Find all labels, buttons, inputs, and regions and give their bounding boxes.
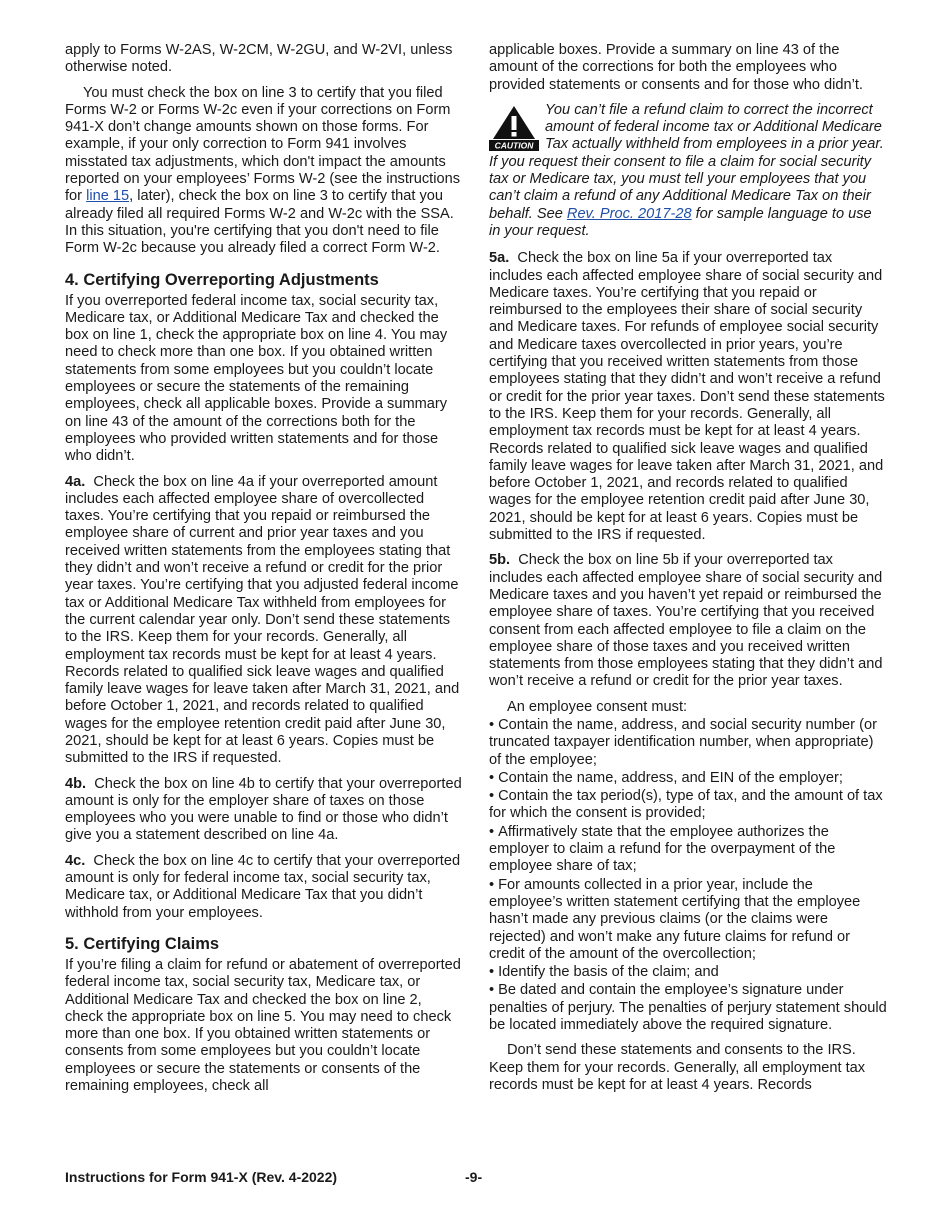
line-4b-paragraph: 4b. Check the box on line 4b to certify that your overreported amount is only for the employer share of taxes on those employees who you were unable to find or those who didn’t give you a statement described on line 4a.	[65, 775, 462, 844]
section-5-paragraph: If you’re filing a claim for refund or abatement of overreported federal income tax, social security tax, Medicare tax, or Additional Medicare Tax and checked the box on line 2, check the appropriate box on line 5. You may need to check more than one box. If you obtained written statements or consents from some employees but you couldn’t locate employees or secure the statements or consents of the remaining employees, check all	[65, 956, 461, 1095]
line-5b-paragraph: 5b. Check the box on line 5b if your overreported tax includes each affected employee share of social security and Medicare taxes and you haven’t yet repaid or reimbursed the employee share of taxes. You’re certifying that you received consent from each affected employee to file a claim on the employee share of those taxes and you received written statements from those employees stating that they didn’t and won’t receive a refund or credit for the prior year taxes.	[489, 552, 883, 690]
consent-bullet-list	[489, 717, 887, 1034]
continued-paragraph: applicable boxes. Provide a summary on line 43 of the amount of the corrections for both the employees who provided statements or consents and for those who didn’t.	[489, 42, 863, 93]
section-4-heading: 4. Certifying Overreporting Adjustments	[65, 270, 379, 289]
section-4-paragraph: If you overreported federal income tax, social security tax, Medicare tax, or Additional Medicare Tax and checked the box on line 1, check the appropriate box on line 4. You may need to check more than one box. If you obtained written statements from some employees but you couldn’t locate employees or secure the statements of the remaining employees, check all applicable boxes. Provide a summary on line 43 of the amount of the corrections both for the employees who provided written statements and for those who didn’t.	[65, 292, 448, 465]
consent-intro: An employee consent must:	[507, 698, 688, 715]
final-paragraph: Don’t send these statements and consents to the IRS. Keep them for your records. Generally, all employment tax records must be kept for at least 4 years. Records	[489, 1042, 866, 1093]
list-item: • Contain the tax period(s), type of tax, and the amount of tax for which the consent is provided;	[489, 788, 883, 822]
list-item: • Affirmatively state that the employee authorizes the employer to claim a refund for the overpayment of the employee share of tax;	[489, 823, 836, 875]
list-item: • Be dated and contain the employee’s signature under penalties of perjury. The penalties of perjury statement should be located immediately above the required signature.	[489, 982, 887, 1034]
list-item: • For amounts collected in a prior year, include the employee’s written statement certifying that the employee hasn’t made any previous claims (or the claims were rejected) and won’t make any future claims for refund or credit of the amount of the overcollection;	[489, 876, 861, 962]
line15-link[interactable]: line 15	[86, 188, 130, 205]
rev-proc-link[interactable]: Rev. Proc. 2017-28	[566, 205, 692, 222]
left-column	[65, 42, 463, 1103]
caution-icon-label: CAUTION	[494, 140, 534, 151]
caution-note: CAUTION You can’t file a refund claim to correct the incorrect amount of federal income tax or Additional Medicare Tax actually withheld from employees in a prior year. If you request their consent to file a claim for social security tax or Medicare tax, you must tell your employees that you can’t claim a refund of any Additional Medicare Tax on their behalf. See Rev. Proc. 2017-28 for sample language to use in your request.	[489, 101, 884, 239]
page-number: -9-	[465, 1169, 483, 1185]
caution-icon	[489, 105, 539, 151]
line-4a-paragraph: 4a. Check the box on line 4a if your overreported amount includes each affected employee share of overcollected taxes. You’re certifying that you repaid or reimbursed the employee share of current and prior year taxes and you received written statements from the employees stating that they didn’t and won’t receive a refund or credit for the prior year taxes. You’re certifying that you adjusted federal income tax or Additional Medicare Tax withheld from employees for the current calendar year only. Don’t send these statements to the IRS. Keep them for your records. Generally, all employment tax records must be kept for at least 4 years. Records related to qualified sick leave wages and qualified family leave wages for leave taken after March 31, 2021, and before October 1, 2021, and records related to qualified wages for the employee retention credit paid after June 30, 2021, should be kept for at least 6 years. Copies must be submitted to the IRS if requested.	[65, 473, 460, 767]
right-column	[489, 42, 887, 1102]
line3-paragraph: You must check the box on line 3 to certify that you filed Forms W-2 or Forms W-2c even if your corrections on Form 941-X don’t change amounts shown on those forms. For example, if your only correction to Form 941 involves misstated tax adjustments, which don't impact the amounts reported on your employees’ Forms W-2 (see the instructions for line 15, later), check the box on line 3 to certify that you already filed all required Forms W-2 and W-2c with the SSA. In this situation, you're certifying that you don't need to file Form W-2c because you already filed a correct Form W-2.	[65, 84, 461, 257]
intro-paragraph: apply to Forms W-2AS, W-2CM, W-2GU, and W-2VI, unless otherwise noted.	[65, 42, 453, 76]
line-5a-paragraph: 5a. Check the box on line 5a if your overreported tax includes each affected employee share of social security and Medicare taxes. You’re certifying that you repaid or reimbursed to the employees their share of social security and Medicare taxes. For refunds of employee social security and Medicare taxes overcollected in prior years, you’re certifying that you received written statements from those employees stating that they didn’t and won’t receive a refund or credit for the prior year taxes. Don’t send these statements to the IRS. Keep them for your records. Generally, all employment tax records must be kept for at least 4 years. Records related to qualified sick leave wages and qualified family leave wages for leave taken after March 31, 2021, and before October 1, 2021, and records related to qualified wages for the employee retention credit paid after June 30, 2021, should be kept for at least 6 years. Copies must be submitted to the IRS if requested.	[489, 250, 885, 544]
list-item: • Identify the basis of the claim; and	[489, 964, 719, 981]
footer-title: Instructions for Form 941-X (Rev. 4-2022)	[65, 1169, 338, 1185]
list-item: • Contain the name, address, and social security number (or truncated taxpayer identification number, when appropriate) of the employee;	[489, 716, 877, 768]
line-4c-paragraph: 4c. Check the box on line 4c to certify that your overreported amount is only for federal income tax, social security tax, Medicare tax, or Additional Medicare Tax that you didn’t withhold from your employees.	[65, 852, 461, 921]
section-5-heading: 5. Certifying Claims	[65, 934, 220, 953]
list-item: • Contain the name, address, and EIN of the employer;	[489, 769, 843, 786]
